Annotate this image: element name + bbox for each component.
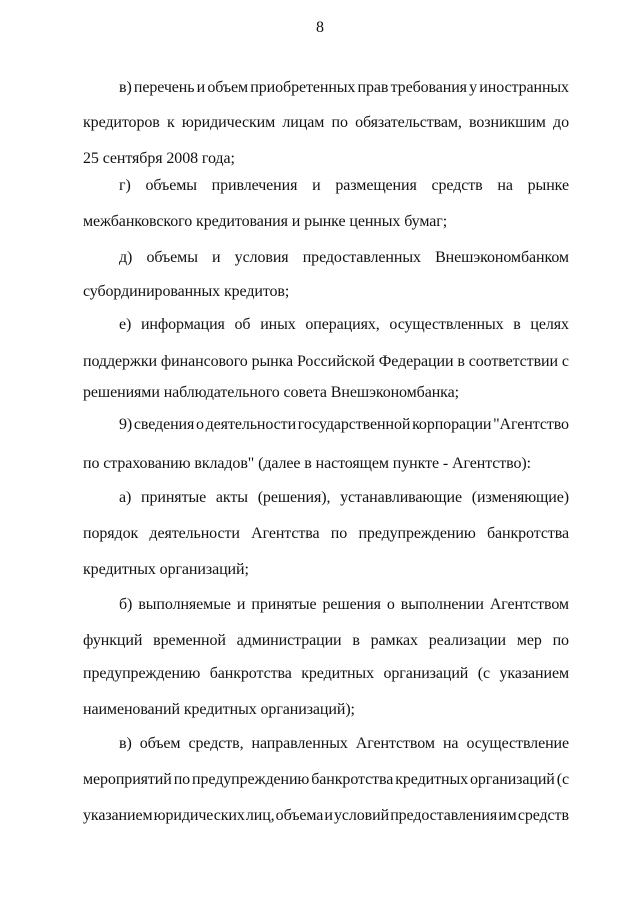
text-line: в) перечень и объем приобретенных прав требования у иностранных [119,79,569,96]
text-line: б) выполняемые и принятые решения о выполнении Агентством [119,596,569,613]
text-line: кредиторов к юридическим лицам по обязательствам, возникшим до [83,114,569,131]
text-line: мероприятий по предупреждению банкротства кредитных организаций (с [83,771,569,788]
text-line: г) объемы привлечения и размещения средств на рынке [119,177,569,194]
text-line: д) объемы и условия предоставленных Внешэкономбанком [119,249,569,266]
text-line: 25 сентября 2008 года; [83,150,235,167]
text-line: кредитных организаций; [83,561,249,578]
text-line: предупреждению банкротства кредитных организаций (с указанием [83,665,569,682]
text-line: 9) сведения о деятельности государственной корпорации "Агентство [119,416,569,433]
text-line: а) принятые акты (решения), устанавливающие (изменяющие) [119,489,569,506]
text-line: указанием юридических лиц, объема и условий предоставления им средств [83,807,569,824]
text-line: функций временной администрации в рамках реализации мер по [83,632,569,649]
text-line: по страхованию вкладов" (далее в настоящем пункте - Агентство): [83,455,531,472]
text-line: субординированных кредитов; [83,283,290,300]
text-line: поддержки финансового рынка Российской Федерации в соответствии с [83,353,569,370]
text-line: наименований кредитных организаций); [83,701,355,718]
text-line: в) объем средств, направленных Агентством на осуществление [119,735,569,752]
page-number: 8 [316,19,324,36]
text-line: межбанковского кредитования и рынке ценных бумаг; [83,213,448,230]
text-line: решениями наблюдательного совета Внешэкономбанка; [83,384,459,401]
text-line: порядок деятельности Агентства по предупреждению банкротства [83,525,569,542]
text-line: е) информация об иных операциях, осуществленных в целях [119,316,569,333]
